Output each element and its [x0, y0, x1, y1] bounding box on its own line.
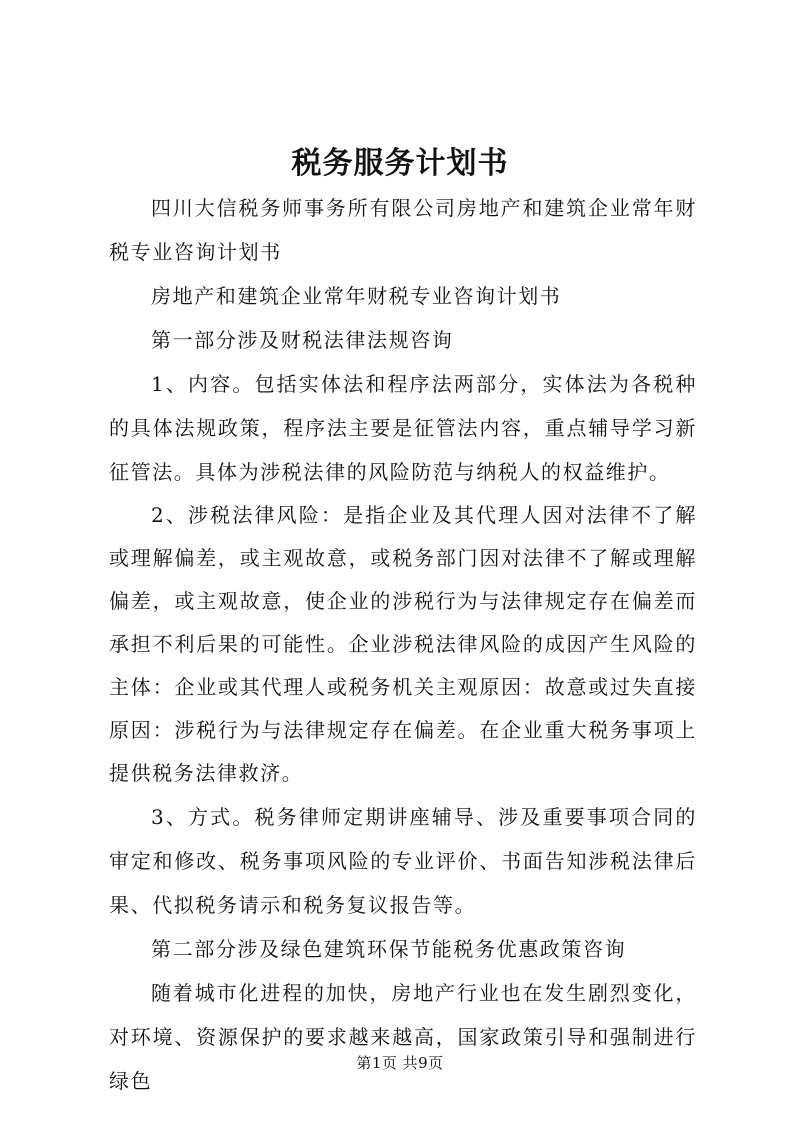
document-title: 税务服务计划书 — [291, 146, 509, 181]
paragraph-urbanization: 随着城市化进程的加快，房地产行业也在发生剧烈变化，对环境、资源保护的要求越来越高，国家政策引导和强制进行绿色 — [109, 981, 697, 1093]
paragraph-method: 3、方式。税务律师定期讲座辅导、涉及重要事项合同的审定和修改、税务事项风险的专业评价、书面告知涉税法律后果、代拟税务请示和税务复议报告等。 — [109, 805, 697, 917]
document-body — [109, 186, 697, 1103]
section-heading-part-two: 第二部分涉及绿色建筑环保节能税务优惠政策咨询 — [151, 937, 627, 961]
section-heading-part-one: 第一部分涉及财税法律法规咨询 — [151, 328, 454, 352]
paragraph-legal-risk: 2、涉税法律风险：是指企业及其代理人因对法律不了解或理解偏差，或主观故意，或税务部门因对法律不了解或理解偏差，或主观故意，使企业的涉税行为与法律规定存在偏差而承担不利后果的可能性。企业涉税法律风险的成因产生风险的主体：企业或其代理人或税务机关主观原因：故意或过失直接原因：涉税行为与法律规定存在偏差。在企业重大税务事项上提供税务法律救济。 — [109, 503, 697, 785]
paragraph-plan-subtitle: 房地产和建筑企业常年财税专业咨询计划书 — [151, 284, 562, 308]
paragraph-content: 1、内容。包括实体法和程序法两部分，实体法为各税种的具体法规政策，程序法主要是征管法内容，重点辅导学习新征管法。具体为涉税法律的风险防范与纳税人的权益维护。 — [109, 372, 697, 484]
page-number-footer: 第1页 共9页 — [356, 1054, 444, 1072]
paragraph-company-plan-title: 四川大信税务师事务所有限公司房地产和建筑企业常年财税专业咨询计划书 — [109, 196, 697, 264]
